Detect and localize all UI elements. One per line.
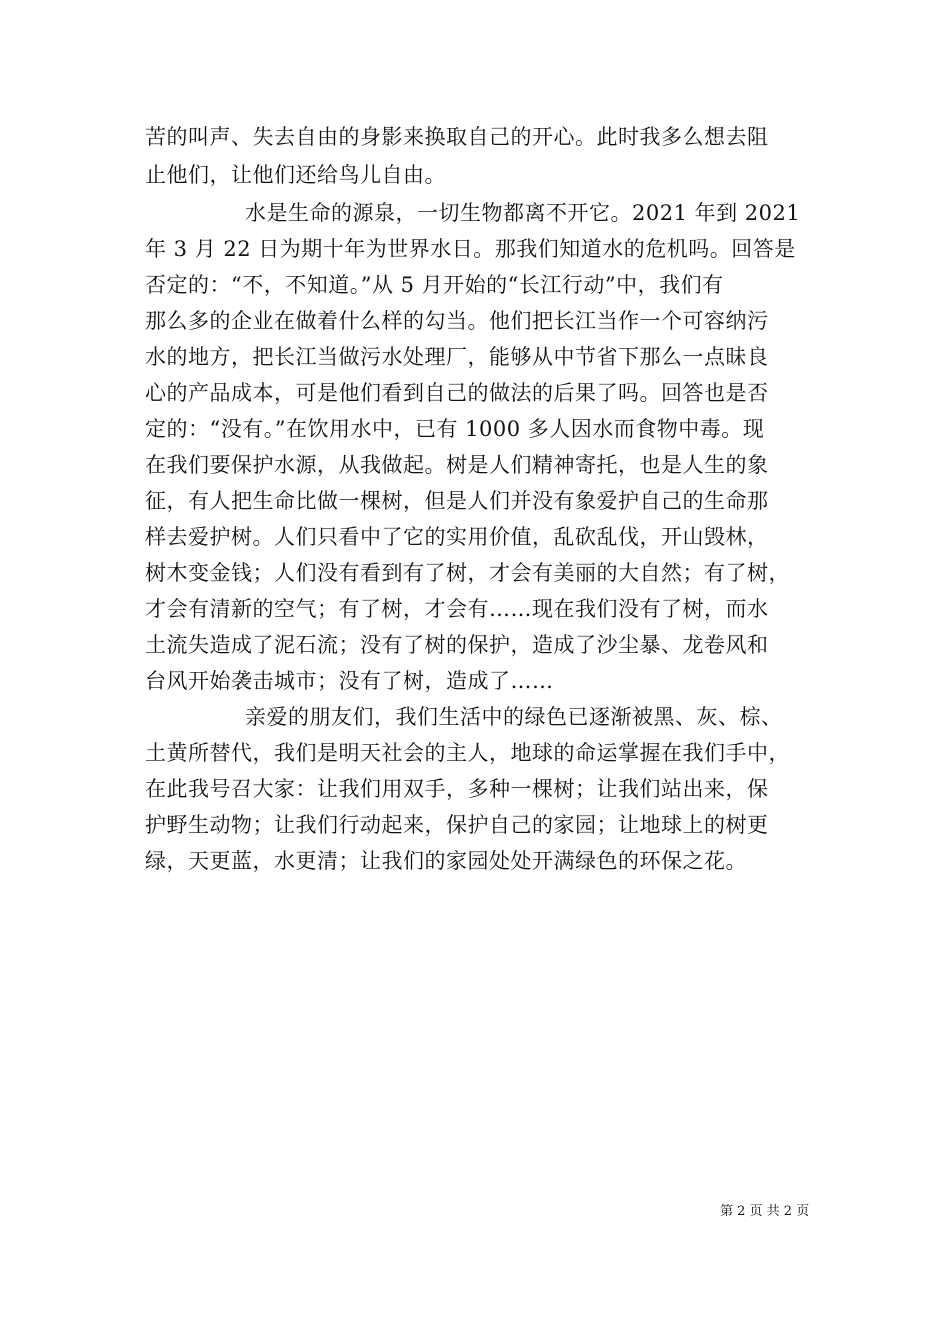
text-line: 苦的叫声、失去自由的身影来换取自己的开心。此时我多么想去阻 <box>145 125 769 149</box>
text-line: 护野生动物；让我们行动起来，保护自己的家园；让地球上的树更 <box>145 813 769 837</box>
text-line: 年 3 月 22 日为期十年为世界水日。那我们知道水的危机吗。回答是 <box>145 237 796 261</box>
page-number-footer: 第 2 页 共 2 页 <box>720 1204 810 1219</box>
text-line: 定的：“没有。”在饮用水中，已有 1000 多人因水而食物中毒。现 <box>145 417 765 441</box>
text-line: 止他们，让他们还给鸟儿自由。 <box>145 163 446 187</box>
text-line: 才会有清新的空气；有了树，才会有……现在我们没有了树，而水 <box>145 597 769 621</box>
text-line: 样去爱护树。人们只看中了它的实用价值，乱砍乱伐，开山毁林， <box>145 525 769 549</box>
text-line: 在此我号召大家：让我们用双手，多种一棵树；让我们站出来，保 <box>145 777 769 801</box>
text-line: 征，有人把生命比做一棵树，但是人们并没有象爱护自己的生命那 <box>145 489 769 513</box>
text-line: 台风开始袭击城市；没有了树，造成了…… <box>145 669 554 693</box>
text-line: 绿，天更蓝，水更清；让我们的家园处处开满绿色的环保之花。 <box>145 849 747 873</box>
text-line: 否定的：“不，不知道。”从 5 月开始的“长江行动”中，我们有 <box>145 273 724 297</box>
text-line: 树木变金钱；人们没有看到有了树，才会有美丽的大自然；有了树， <box>145 561 790 585</box>
text-line: 水的地方，把长江当做污水处理厂，能够从中节省下那么一点昧良 <box>145 345 769 369</box>
text-line: 土黄所替代，我们是明天社会的主人，地球的命运掌握在我们手中， <box>145 741 790 765</box>
paragraph-start-line: 亲爱的朋友们，我们生活中的绿色已逐渐被黑、灰、棕、 <box>245 705 783 729</box>
paragraph-start-line: 水是生命的源泉，一切生物都离不开它。2021 年到 2021 <box>245 201 801 225</box>
text-line: 在我们要保护水源，从我做起。树是人们精神寄托，也是人生的象 <box>145 453 769 477</box>
text-line: 心的产品成本，可是他们看到自己的做法的后果了吗。回答也是否 <box>145 381 769 405</box>
text-line: 那么多的企业在做着什么样的勾当。他们把长江当作一个可容纳污 <box>145 309 769 333</box>
text-line: 土流失造成了泥石流；没有了树的保护，造成了沙尘暴、龙卷风和 <box>145 633 769 657</box>
